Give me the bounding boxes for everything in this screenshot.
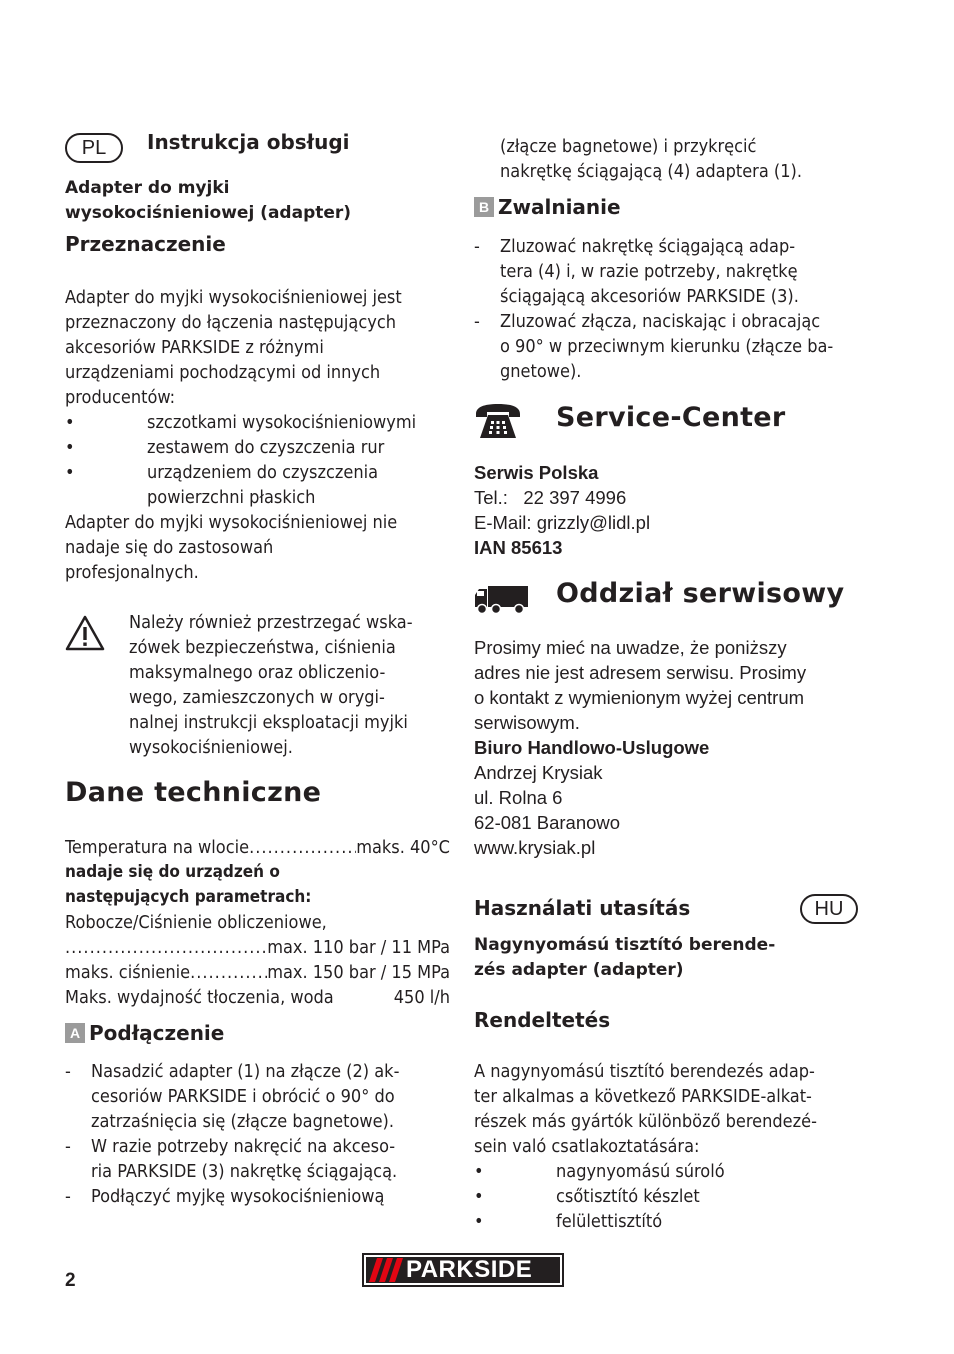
- text-line: maksymalnego oraz obliczenio-: [129, 662, 386, 683]
- branch-company: Biuro Handlowo-Uslugowe: [474, 737, 710, 758]
- text-line: cesoriów PARKSIDE i obrócić o 90° do: [91, 1086, 395, 1107]
- text-line: részek más gyártók különböző berendezé-: [474, 1111, 817, 1132]
- text-line: ściągającą akcesoriów PARKSIDE (3).: [500, 286, 799, 307]
- bullet-symbol: •: [474, 1161, 484, 1182]
- text-line: Adapter do myjki wysokociśnieniowej jest: [65, 287, 402, 308]
- product-title: [65, 176, 450, 226]
- spec-label: Robocze/Ciśnienie obliczeniowe,: [65, 912, 327, 933]
- tech-data-block: [65, 835, 450, 1010]
- bullet-item: [65, 460, 450, 485]
- spec-label: Temperatura na wlocie: [65, 837, 250, 858]
- warning-icon: [65, 614, 105, 652]
- max-pressure-row: [65, 960, 450, 985]
- product-title-line: Nagynyomású tisztító berende-: [474, 935, 776, 955]
- bullet-text: csőtisztító készlet: [556, 1186, 700, 1207]
- text-line: ul. Rolna 6: [474, 787, 563, 808]
- bullet-symbol: •: [65, 462, 75, 483]
- bullet-symbol: [65, 485, 147, 510]
- text-line: sein való csatlakoztatására:: [474, 1136, 700, 1157]
- spec-label: Maks. wydajność tłoczenia, woda: [65, 987, 334, 1008]
- bullet-text: nagynyomású súroló: [556, 1161, 725, 1182]
- release-heading-text: Zwalnianie: [498, 195, 621, 219]
- step-dash: -: [65, 1061, 71, 1082]
- text-line: www.krysiak.pl: [474, 837, 596, 858]
- product-title-line: wysokociśnieniowej (adapter): [65, 203, 352, 223]
- text-line: wysokociśnieniowej.: [129, 737, 293, 758]
- purpose-heading: Przeznaczenie: [65, 232, 226, 256]
- text-line: nalnej instrukcji eksploatacji myjki: [129, 712, 408, 733]
- brand-wordmark: PARKSIDE: [406, 1256, 533, 1283]
- text-line: ria PARKSIDE (3) nakrętkę ściągającą.: [91, 1161, 398, 1182]
- step-text: [91, 1134, 397, 1184]
- branch-heading: Oddział serwisowy: [556, 578, 845, 609]
- language-badge-pl: PL: [65, 133, 123, 163]
- connect-steps: [65, 1059, 450, 1209]
- service-email: E-Mail: grizzly@lidl.pl: [474, 512, 651, 533]
- step-item: [474, 234, 859, 309]
- text-line: zówek bezpieczeństwa, ciśnienia: [129, 637, 396, 658]
- text-line: (złącze bagnetowe) i przykręcić: [500, 136, 757, 157]
- suitable-heading-line: następujących parametrach:: [65, 887, 312, 907]
- language-badge-hu: HU: [800, 894, 858, 924]
- step-dash: -: [65, 1136, 71, 1157]
- truck-icon: [473, 583, 529, 615]
- product-title-line: zés adapter (adapter): [474, 960, 684, 980]
- step-text: [500, 309, 833, 384]
- step-dash: -: [65, 1186, 71, 1207]
- step-item: [65, 1059, 450, 1134]
- product-title-line: Adapter do myjki: [65, 178, 230, 198]
- section-letter-b: B: [474, 197, 494, 217]
- hu-manual-heading: Használati utasítás: [474, 896, 691, 920]
- flow-row: [65, 985, 450, 1010]
- text-line: A nagynyomású tisztító berendezés adap-: [474, 1061, 815, 1082]
- telephone-icon: [474, 402, 522, 440]
- text-line: zatrzaśnięcia się (złącze bagnetowe).: [91, 1111, 395, 1132]
- hu-purpose-heading: Rendeltetés: [474, 1008, 611, 1032]
- text-line: nadaje się do zastosowań: [65, 537, 274, 558]
- release-steps: [474, 234, 859, 384]
- bullet-symbol: •: [474, 1211, 484, 1232]
- text-line: akcesoriów PARKSIDE z różnymi: [65, 337, 324, 358]
- service-name: Serwis Polska: [474, 462, 599, 483]
- text-line: nakrętkę ściągającą (4) adaptera (1).: [500, 161, 802, 182]
- service-contact: [474, 460, 859, 560]
- text-line: wego, zamieszczonych w orygi-: [129, 687, 385, 708]
- bullet-text: felülettisztító: [556, 1211, 663, 1232]
- branch-block: [474, 635, 859, 860]
- connect-heading-text: Podłączenie: [89, 1021, 225, 1045]
- bullet-item: [65, 435, 450, 460]
- bullet-item: [65, 410, 450, 435]
- text-line: serwisowym.: [474, 712, 580, 733]
- bullet-symbol: •: [474, 1186, 484, 1207]
- text-line: Zluzować nakrętkę ściągającą adap-: [500, 236, 796, 257]
- step-text: [91, 1184, 384, 1209]
- bullet-text: szczotkami wysokociśnieniowymi: [147, 412, 417, 433]
- text-line: Prosimy mieć na uwadze, że poniższy: [474, 637, 787, 658]
- bullet-item: [474, 1159, 859, 1184]
- text-line: producentów:: [65, 387, 176, 408]
- text-line: 62-081 Baranowo: [474, 812, 621, 833]
- page-number: 2: [65, 1270, 76, 1291]
- text-line: ter alkalmas a következő PARKSIDE-alkat-: [474, 1086, 812, 1107]
- bullet-symbol: •: [65, 437, 75, 458]
- text-line: Adapter do myjki wysokociśnieniowej nie: [65, 512, 398, 533]
- purpose-section: [65, 285, 450, 585]
- text-line: Należy również przestrzegać wska-: [129, 612, 413, 633]
- step-dash: -: [474, 236, 480, 257]
- bullet-item: [474, 1209, 859, 1234]
- text-line: urządzeniami pochodzącymi od innych: [65, 362, 381, 383]
- service-center-heading: Service-Center: [556, 402, 786, 433]
- step-item: [65, 1184, 450, 1209]
- text-line: Podłączyć myjkę wysokociśnieniową: [91, 1186, 385, 1207]
- text-line: Zluzować złącza, naciskając i obracając: [500, 311, 821, 332]
- release-heading: [474, 195, 621, 219]
- warning-text: [129, 610, 449, 760]
- spec-value: max. 110 bar / 11 MPa: [267, 937, 450, 958]
- parkside-logo: [362, 1253, 564, 1287]
- bullet-text: zestawem do czyszczenia rur: [147, 437, 385, 458]
- text-line: profesjonalnych.: [65, 562, 199, 583]
- bullet-text: powierzchni płaskich: [147, 487, 316, 508]
- text-line: Andrzej Krysiak: [474, 762, 603, 783]
- text-line: Nasadzić adapter (1) na złącze (2) ak-: [91, 1061, 400, 1082]
- bullet-text: urządzeniem do czyszczenia: [147, 462, 379, 483]
- text-line: adres nie jest adresem serwisu. Prosimy: [474, 662, 807, 683]
- pressure-row: [65, 935, 450, 960]
- connect-heading: [65, 1021, 224, 1045]
- step-item: [474, 309, 859, 384]
- text-line: tera (4) i, w razie potrzeby, nakrętkę: [500, 261, 798, 282]
- bullet-item: [474, 1184, 859, 1209]
- text-line: o 90° w przeciwnym kierunku (złącze ba-: [500, 336, 834, 357]
- text-line: przeznaczony do łączenia następujących: [65, 312, 396, 333]
- spec-value: maks. 40°C: [356, 837, 450, 858]
- spec-label: maks. ciśnienie: [65, 962, 191, 983]
- connect-steps-continued: [500, 134, 860, 184]
- hu-purpose-section: [474, 1059, 859, 1234]
- temperature-row: [65, 835, 450, 860]
- tech-data-heading: Dane techniczne: [65, 777, 322, 808]
- spec-value: max. 150 bar / 15 MPa: [267, 962, 450, 983]
- step-dash: -: [474, 311, 480, 332]
- step-text: [91, 1059, 399, 1134]
- hu-product-title: [474, 933, 859, 983]
- spec-value: 450 l/h: [393, 987, 450, 1008]
- text-line: o kontakt z wymienionym wyżej centrum: [474, 687, 805, 708]
- text-line: W razie potrzeby nakręcić na akceso-: [91, 1136, 396, 1157]
- suitable-heading-line: nadaje się do urządzeń o: [65, 862, 280, 882]
- section-letter-a: A: [65, 1023, 85, 1043]
- service-phone: Tel.: 22 397 4996: [474, 487, 627, 508]
- manual-heading: Instrukcja obsługi: [147, 130, 350, 154]
- step-item: [65, 1134, 450, 1184]
- bullet-item: [65, 485, 450, 510]
- text-line: gnetowe).: [500, 361, 582, 382]
- bullet-symbol: •: [65, 412, 75, 433]
- step-text: [500, 234, 799, 309]
- service-ian: IAN 85613: [474, 537, 563, 558]
